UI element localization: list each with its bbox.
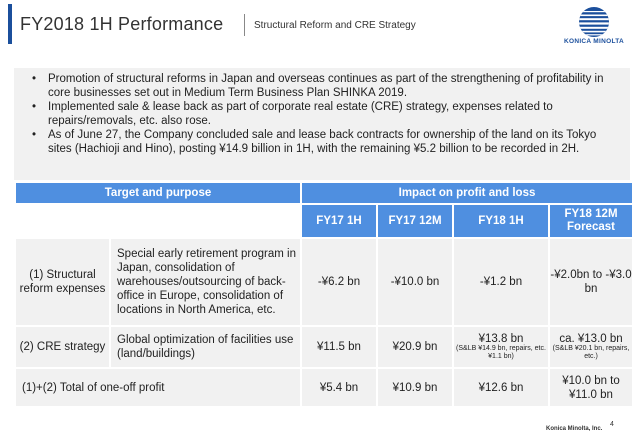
value-cell: -¥10.0 bn <box>378 239 452 325</box>
konica-minolta-globe-logo <box>578 6 610 38</box>
table-row <box>16 327 632 367</box>
bullet-item: • Implemented sale & lease back as part of corporate real estate (CRE) strategy, expenses related to repairs/removals, etc. also rose. <box>32 101 553 127</box>
header-accent-bar <box>8 4 12 44</box>
page-title: FY2018 1H Performance <box>20 14 224 34</box>
row-label: (2) CRE strategy <box>16 327 109 367</box>
bullet-item: • Promotion of structural reforms in Japan and overseas continues as part of the strengthening of profitability in core businesses set out in Medium Term Business Plan SHINKA 2019. <box>32 73 604 99</box>
bullet-marker: • <box>32 73 37 85</box>
column-header: FY17 1H <box>302 205 376 237</box>
value-cell: -¥2.0bn to -¥3.0 bn <box>550 239 632 325</box>
column-header: FY18 12M Forecast <box>550 205 632 237</box>
bullet-marker: • <box>32 129 37 141</box>
value-note: (S&LB ¥14.9 bn, repairs, etc. ¥1.1 bn) <box>456 345 546 360</box>
header-target-purpose: Target and purpose <box>16 183 300 203</box>
value-cell: ¥10.0 bn to ¥11.0 bn <box>550 369 632 406</box>
value-cell: ¥12.6 bn <box>454 369 548 406</box>
impact-table <box>14 181 634 408</box>
row-purpose: Global optimization of facilities use (land/buildings) <box>111 327 300 367</box>
total-label: (1)+(2) Total of one-off profit <box>16 369 300 406</box>
summary-bullets <box>14 68 630 180</box>
page-number: 4 <box>610 421 614 428</box>
header-impact: Impact on profit and loss <box>302 183 632 203</box>
column-header: FY18 1H <box>454 205 548 237</box>
table-row-total <box>16 369 632 406</box>
value-note: (S&LB ¥20.1 bn, repairs, etc.) <box>552 345 630 360</box>
value-cell <box>454 327 548 367</box>
value-cell: -¥6.2 bn <box>302 239 376 325</box>
value-cell: ¥5.4 bn <box>302 369 376 406</box>
footer-company: Konica Minolta, Inc. <box>546 426 603 432</box>
value-text: ca. ¥13.0 bn <box>559 333 623 345</box>
logo-wordmark: KONICA MINOLTA <box>563 38 625 45</box>
table-row <box>16 239 632 325</box>
column-header: FY17 12M <box>378 205 452 237</box>
value-cell: ¥10.9 bn <box>378 369 452 406</box>
bullet-marker: • <box>32 101 37 113</box>
title-divider <box>244 14 245 36</box>
bullet-item: • As of June 27, the Company concluded sale and lease back contracts for ownership of the land on its Tokyo sites (Hachioji and Hino), posting ¥14.9 billion in 1H, with the remaining ¥5.2 billion to be recorded in 2H. <box>32 129 597 155</box>
value-cell: ¥11.5 bn <box>302 327 376 367</box>
row-label: (1) Structural reform expenses <box>16 239 109 325</box>
value-cell: ¥20.9 bn <box>378 327 452 367</box>
page-subtitle: Structural Reform and CRE Strategy <box>254 20 416 31</box>
value-cell: -¥1.2 bn <box>454 239 548 325</box>
value-cell <box>550 327 632 367</box>
row-purpose: Special early retirement program in Japan, consolidation of warehouses/outsourcing of back-office in Europe, consolidation of locations in North America, etc. <box>111 239 300 325</box>
value-text: ¥13.8 bn <box>478 333 524 345</box>
